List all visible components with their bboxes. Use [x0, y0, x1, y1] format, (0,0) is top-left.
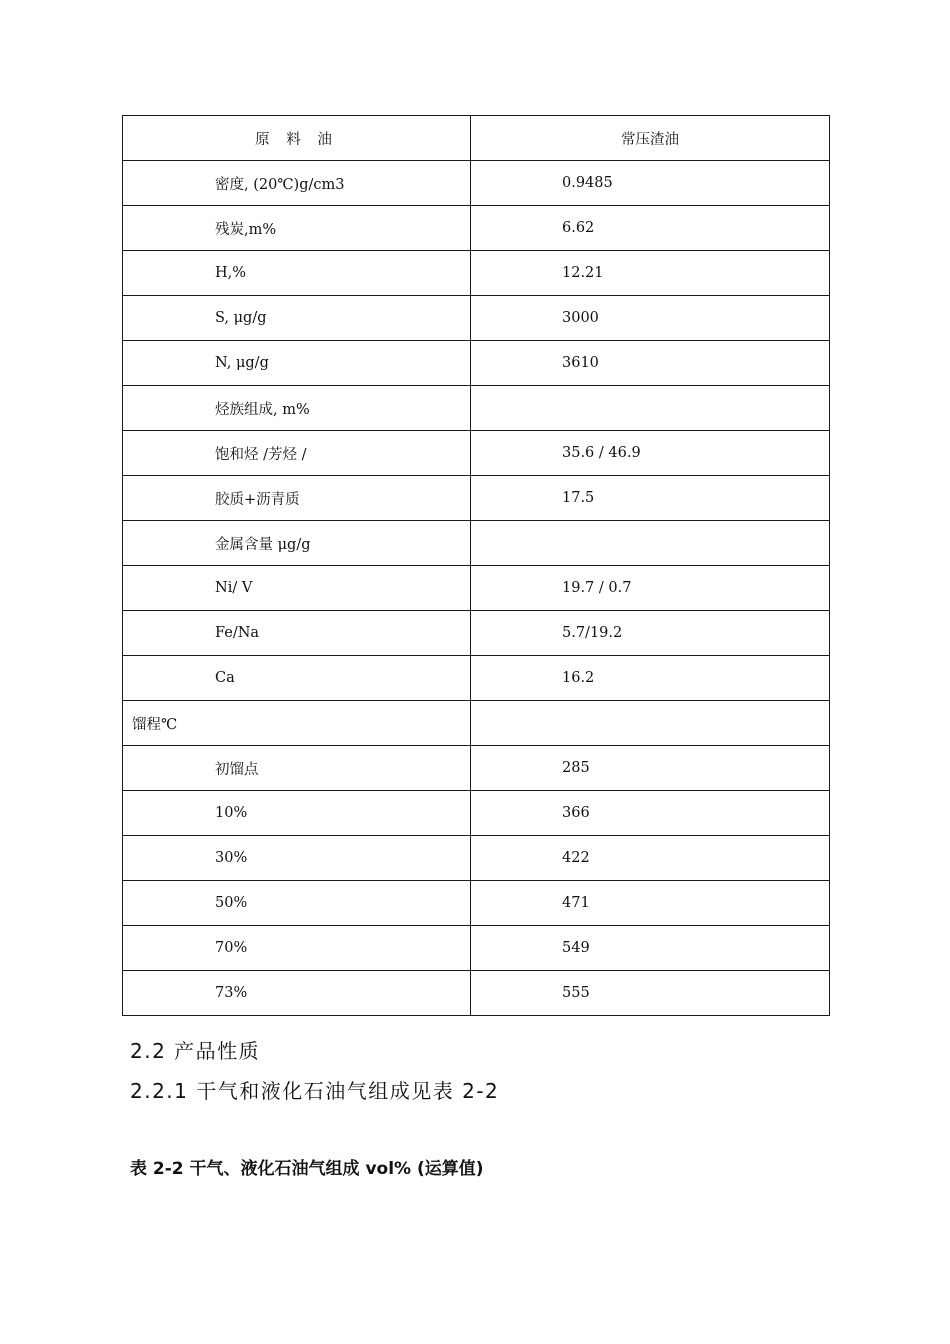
- property-value-cell: 17.5: [471, 476, 830, 521]
- property-name-cell: 密度, (20℃)g/cm3: [123, 161, 471, 206]
- property-value-cell: [471, 521, 830, 566]
- table-row: [123, 341, 830, 386]
- property-value-cell: 366: [471, 791, 830, 836]
- table-row: [123, 746, 830, 791]
- table-row: [123, 836, 830, 881]
- table-row: [123, 386, 830, 431]
- property-value-cell: 3000: [471, 296, 830, 341]
- table-row: [123, 476, 830, 521]
- table-header-row: [123, 116, 830, 161]
- property-name-cell: 30%: [123, 836, 471, 881]
- table-row: [123, 656, 830, 701]
- feedstock-properties-table: [122, 115, 830, 1016]
- property-name-cell: 馏程℃: [123, 701, 471, 746]
- table-caption: 表 2-2 干气、液化石油气组成 vol% (运算值): [130, 1159, 484, 1179]
- table-row: [123, 791, 830, 836]
- table-row: [123, 611, 830, 656]
- property-name-cell: 70%: [123, 926, 471, 971]
- property-name-cell: Ni/ V: [123, 566, 471, 611]
- property-name-cell: Fe/Na: [123, 611, 471, 656]
- table-row: [123, 521, 830, 566]
- property-name-cell: 50%: [123, 881, 471, 926]
- property-value-cell: 35.6 / 46.9: [471, 431, 830, 476]
- column-header-atmospheric-residue: 常压渣油: [471, 116, 830, 161]
- table-row: [123, 206, 830, 251]
- property-name-cell: 初馏点: [123, 746, 471, 791]
- property-value-cell: 5.7/19.2: [471, 611, 830, 656]
- property-value-cell: 0.9485: [471, 161, 830, 206]
- property-value-cell: 3610: [471, 341, 830, 386]
- table-row: [123, 431, 830, 476]
- table-row: [123, 251, 830, 296]
- property-name-cell: 烃族组成, m%: [123, 386, 471, 431]
- property-name-cell: 胶质+沥青质: [123, 476, 471, 521]
- property-value-cell: [471, 701, 830, 746]
- property-name-cell: S, μg/g: [123, 296, 471, 341]
- property-name-cell: 残炭,m%: [123, 206, 471, 251]
- property-value-cell: 6.62: [471, 206, 830, 251]
- property-value-cell: [471, 386, 830, 431]
- property-name-cell: 金属含量 μg/g: [123, 521, 471, 566]
- table-row: [123, 566, 830, 611]
- property-name-cell: Ca: [123, 656, 471, 701]
- property-value-cell: 555: [471, 971, 830, 1016]
- table-body: [123, 161, 830, 1016]
- section-heading: 2.2 产品性质: [130, 1039, 261, 1063]
- table-row: [123, 926, 830, 971]
- property-value-cell: 12.21: [471, 251, 830, 296]
- property-value-cell: 471: [471, 881, 830, 926]
- property-value-cell: 16.2: [471, 656, 830, 701]
- column-header-feedstock: 原 料 油: [123, 116, 471, 161]
- property-name-cell: 73%: [123, 971, 471, 1016]
- table-row: [123, 881, 830, 926]
- subsection-heading: 2.2.1 干气和液化石油气组成见表 2-2: [130, 1079, 500, 1103]
- property-value-cell: 19.7 / 0.7: [471, 566, 830, 611]
- table-row: [123, 296, 830, 341]
- property-value-cell: 549: [471, 926, 830, 971]
- property-name-cell: 10%: [123, 791, 471, 836]
- property-name-cell: H,%: [123, 251, 471, 296]
- property-name-cell: 饱和烃 /芳烃 /: [123, 431, 471, 476]
- table-row: [123, 161, 830, 206]
- table-row: [123, 701, 830, 746]
- table-row: [123, 971, 830, 1016]
- property-value-cell: 285: [471, 746, 830, 791]
- property-name-cell: N, μg/g: [123, 341, 471, 386]
- property-value-cell: 422: [471, 836, 830, 881]
